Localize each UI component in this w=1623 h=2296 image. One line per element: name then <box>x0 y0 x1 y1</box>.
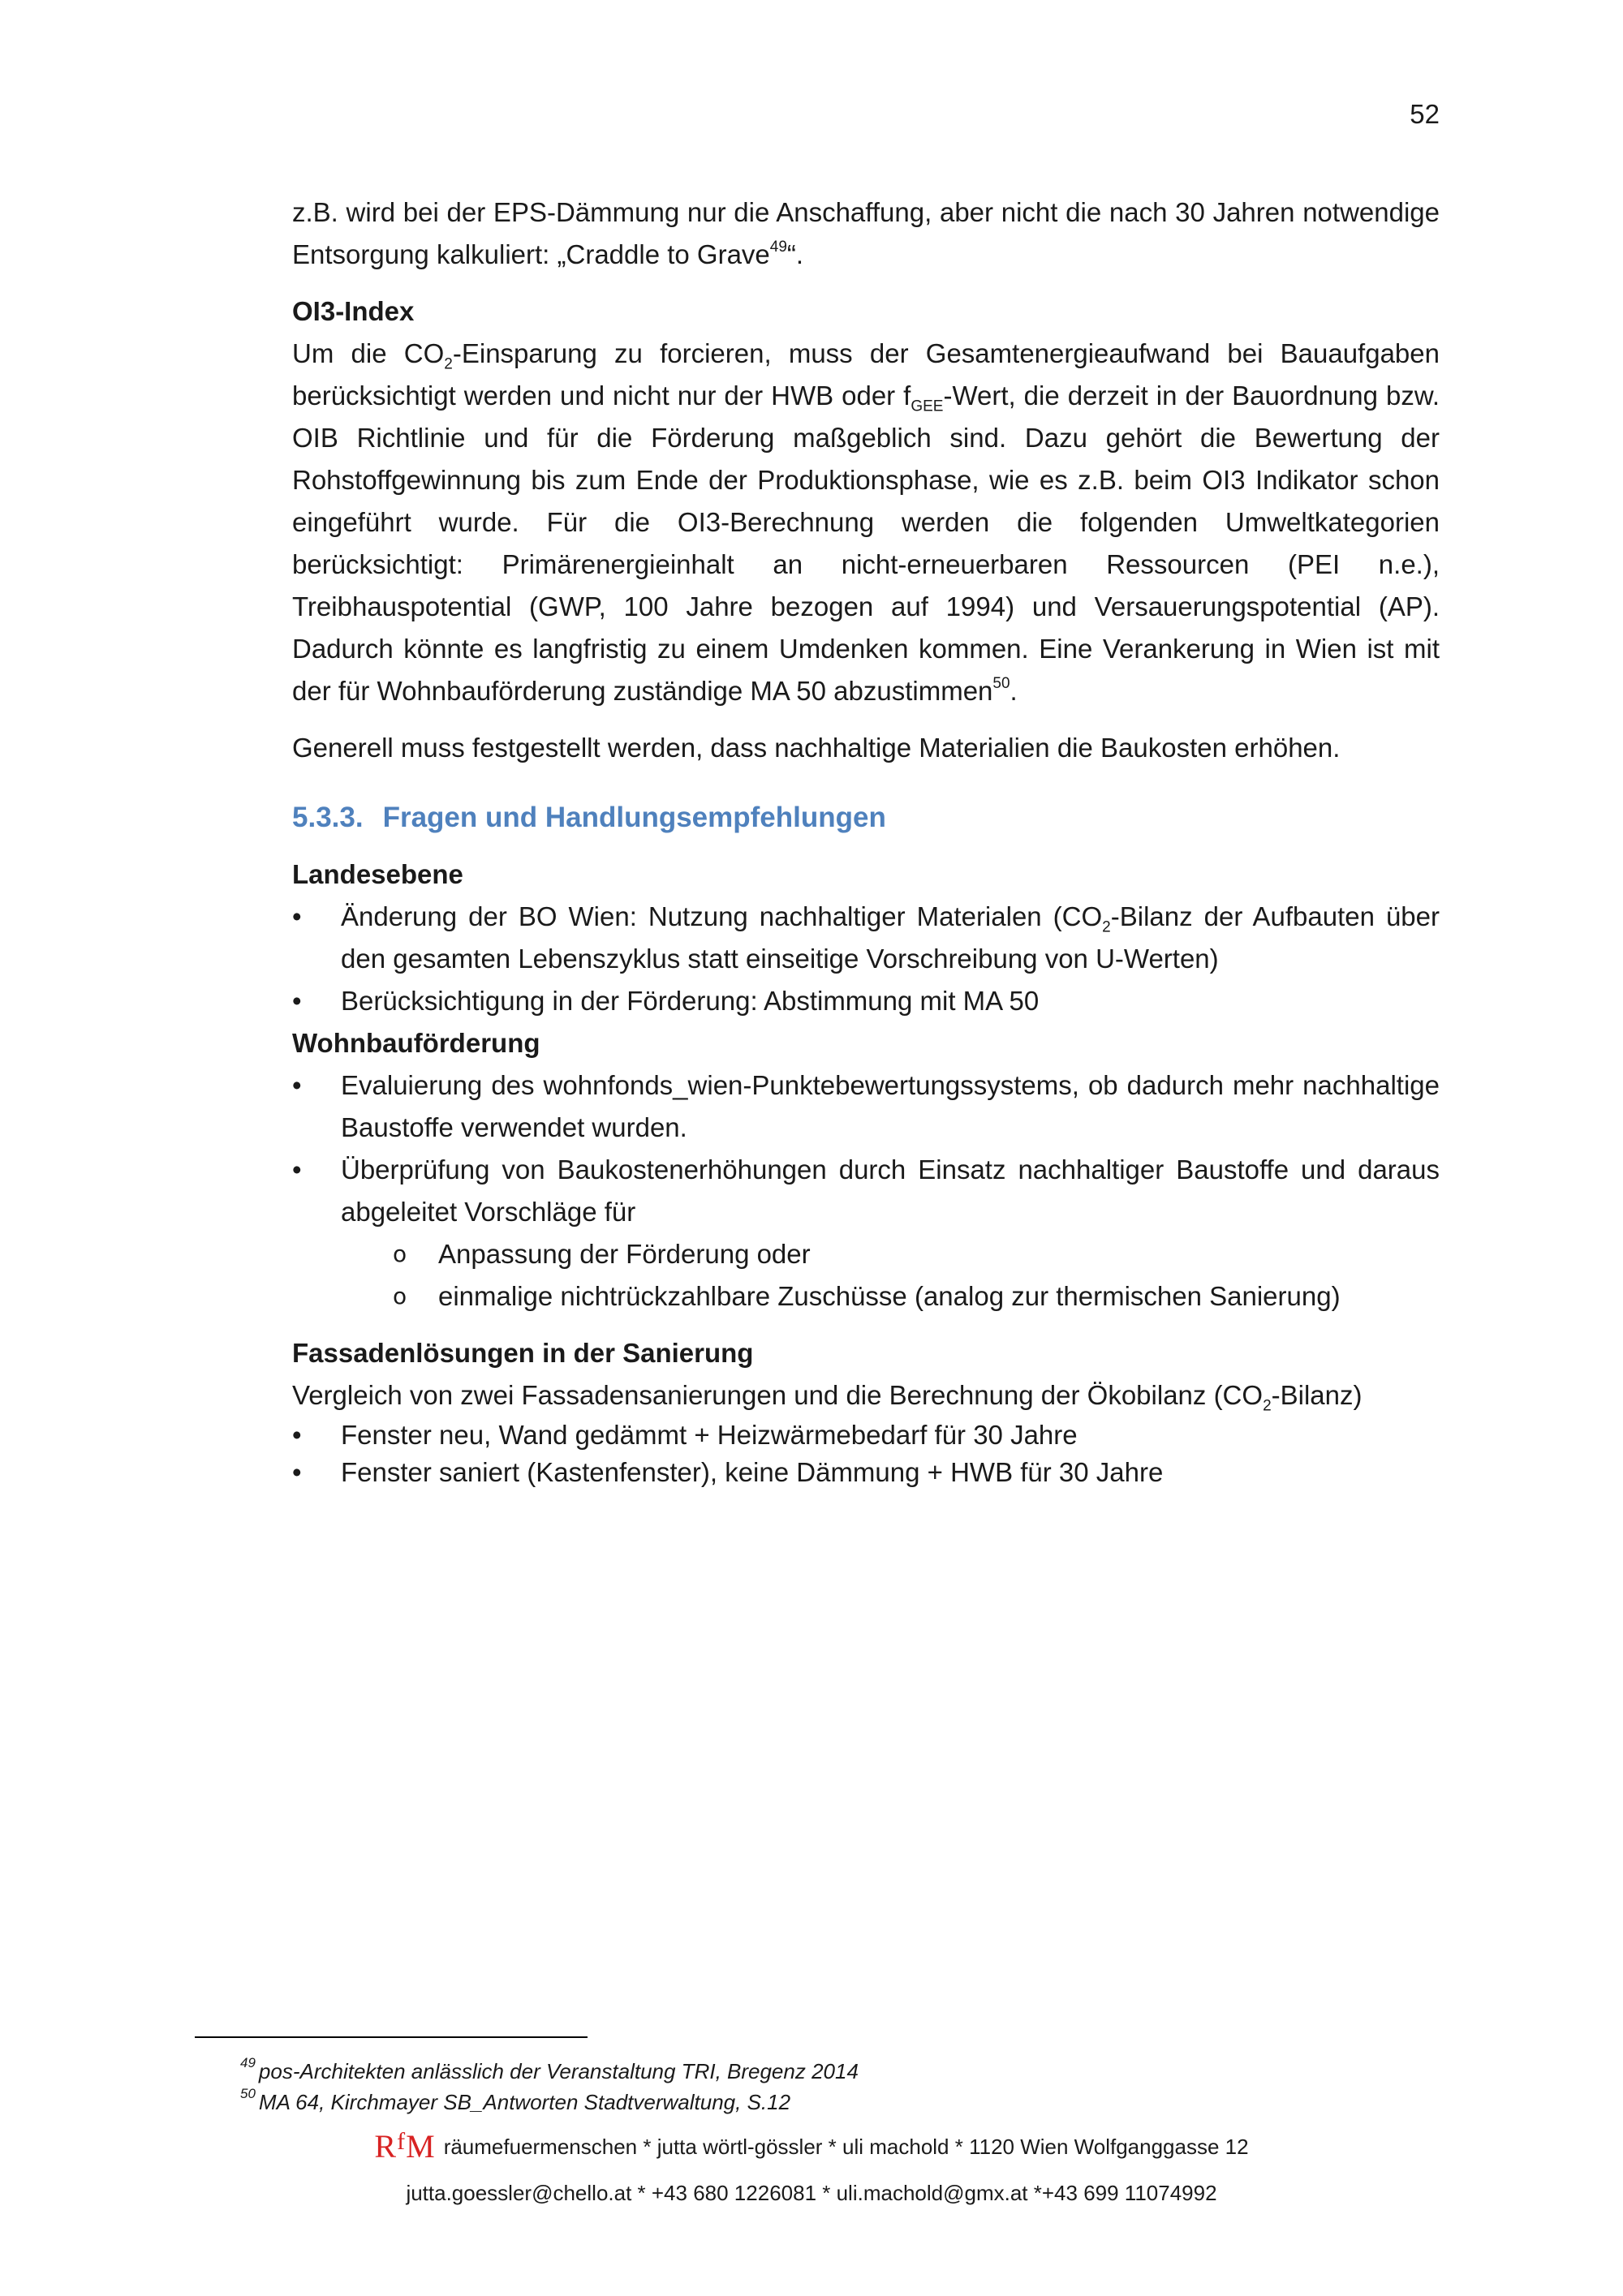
oi3-text-1: Um die CO <box>292 338 445 368</box>
rfm-logo <box>374 2128 435 2165</box>
sub-list-item <box>292 1275 1440 1318</box>
section-number: 5.3.3. <box>292 802 364 833</box>
list-item <box>292 896 1440 980</box>
general-paragraph: Generell muss festgestellt werden, dass nachhaltige Materialien die Baukosten erhöhen. <box>292 733 1341 763</box>
fassade-intro <box>292 1374 1440 1417</box>
footnote-ref-50[interactable]: 50 <box>992 675 1010 692</box>
fassade-list <box>292 1417 1440 1491</box>
circle-bullet-icon: o <box>393 1240 407 1267</box>
sub-list-item-text: einmalige nichtrückzahlbare Zuschüsse (analog zur thermischen Sanierung) <box>438 1281 1341 1311</box>
logo-letter: R <box>374 2128 398 2165</box>
oi3-end: . <box>1010 676 1018 706</box>
list-item: • Überprüfung von Baukostenerhöhungen durch Einsatz nachhaltiger Baustoffe und daraus abgeleitet Vorschläge für <box>292 1149 1440 1233</box>
oi3-text-2: -Einsparung zu forcieren, muss der Gesamtenergieaufwand bei Bauaufgaben berücksichtigt werden und nicht nur der HWB oder f <box>292 338 1440 411</box>
fassade-intro-end: -Bilanz) <box>1271 1380 1363 1410</box>
footnote-49 <box>240 2056 1376 2087</box>
intro-paragraph <box>292 191 1440 276</box>
footnote-number: 49 <box>240 2055 256 2071</box>
list-item: • Berücksichtigung in der Förderung: Abstimmung mit MA 50 <box>292 980 1440 1022</box>
page-number: 52 <box>1410 99 1440 129</box>
list-item: • Fenster neu, Wand gedämmt + Heizwärmebedarf für 30 Jahre <box>292 1417 1440 1454</box>
footnote-50 <box>240 2087 1376 2118</box>
intro-end: “. <box>786 239 804 269</box>
logo-letter: M <box>406 2128 436 2165</box>
landesebene-heading: Landesebene <box>292 859 463 889</box>
list-item-text: -Bilanz der Aufbauten über den gesamten Lebenszyklus statt einseitige Vorschreibung von U-Werten) <box>341 901 1440 974</box>
footer-contact: jutta.goessler@chello.at * +43 680 1226081 * uli.machold@gmx.at *+43 699 11074992 <box>406 2181 1217 2205</box>
oi3-paragraph <box>292 333 1440 712</box>
oi3-text-3: -Wert, die derzeit in der Bauordnung bzw. OIB Richtlinie und für die Förderung maßgeblich sind. Dazu gehört die Bewertung der Rohstoffgewinnung bis zum Ende der Produktionsphase, wie es z.B. beim OI3 Indikator schon eingeführt wurde. Für die OI3-Berechnung werden die folgenden Umweltkategorien berücksichtigt: Primärenergieinhalt an nicht-erneuerbaren Ressourcen (PEI n.e.), Treibhauspotential (GWP, 100 Jahre bezogen auf 1994) und Versauerungspotential (AP). Dadurch könnte es langfristig zu einem Umdenken kommen. Eine Verankerung in Wien ist mit der für Wohnbauförderung zuständige MA 50 abzustimmen <box>292 381 1440 706</box>
wohnbau-heading: Wohnbauförderung <box>292 1028 540 1058</box>
fassade-intro-text: Vergleich von zwei Fassadensanierungen und die Berechnung der Ökobilanz (CO <box>292 1380 1264 1410</box>
footnote-number: 50 <box>240 2086 256 2102</box>
footnote-ref-49[interactable]: 49 <box>769 239 787 256</box>
footer-line-1: räumefuermenschen * jutta wörtl-gössler * uli machold * 1120 Wien Wolfganggasse 12 <box>443 2135 1249 2159</box>
wohnbau-list <box>292 1064 1440 1318</box>
co2-subscript: 2 <box>1102 918 1111 936</box>
sub-list-item-text: Anpassung der Förderung oder <box>438 1239 811 1269</box>
list-item: • Fenster saniert (Kastenfenster), keine Dämmung + HWB für 30 Jahre <box>292 1454 1440 1491</box>
footnote-text: pos-Architekten anlässlich der Veranstaltung TRI, Bregenz 2014 <box>258 2059 859 2083</box>
footnote-text: MA 64, Kirchmayer SB_Antworten Stadtverwaltung, S.12 <box>258 2090 791 2114</box>
footer-address <box>0 2127 1623 2165</box>
landesebene-list <box>292 896 1440 1022</box>
footnotes <box>240 2056 1376 2118</box>
logo-letter: f <box>397 2128 407 2155</box>
co2-subscript: 2 <box>444 355 453 373</box>
list-item: • Evaluierung des wohnfonds_wien-Punktebewertungssystems, ob dadurch mehr nachhaltige Baustoffe verwendet wurden. <box>292 1064 1440 1149</box>
document-body <box>292 191 1440 1491</box>
section-title: Fragen und Handlungsempfehlungen <box>382 802 886 833</box>
fassade-heading: Fassadenlösungen in der Sanierung <box>292 1338 754 1368</box>
list-item-text: Änderung der BO Wien: Nutzung nachhaltiger Materialen (CO <box>341 901 1103 931</box>
gee-subscript: GEE <box>911 398 944 415</box>
section-heading <box>292 797 1440 839</box>
sub-list-item <box>292 1233 1440 1275</box>
footnote-divider <box>195 2036 588 2038</box>
oi3-heading: OI3-Index <box>292 296 415 326</box>
circle-bullet-icon: o <box>393 1283 407 1309</box>
co2-subscript: 2 <box>1263 1397 1272 1415</box>
intro-text: z.B. wird bei der EPS-Dämmung nur die Anschaffung, aber nicht die nach 30 Jahren notwendige Entsorgung kalkuliert: „Craddle to Grave <box>292 197 1440 269</box>
